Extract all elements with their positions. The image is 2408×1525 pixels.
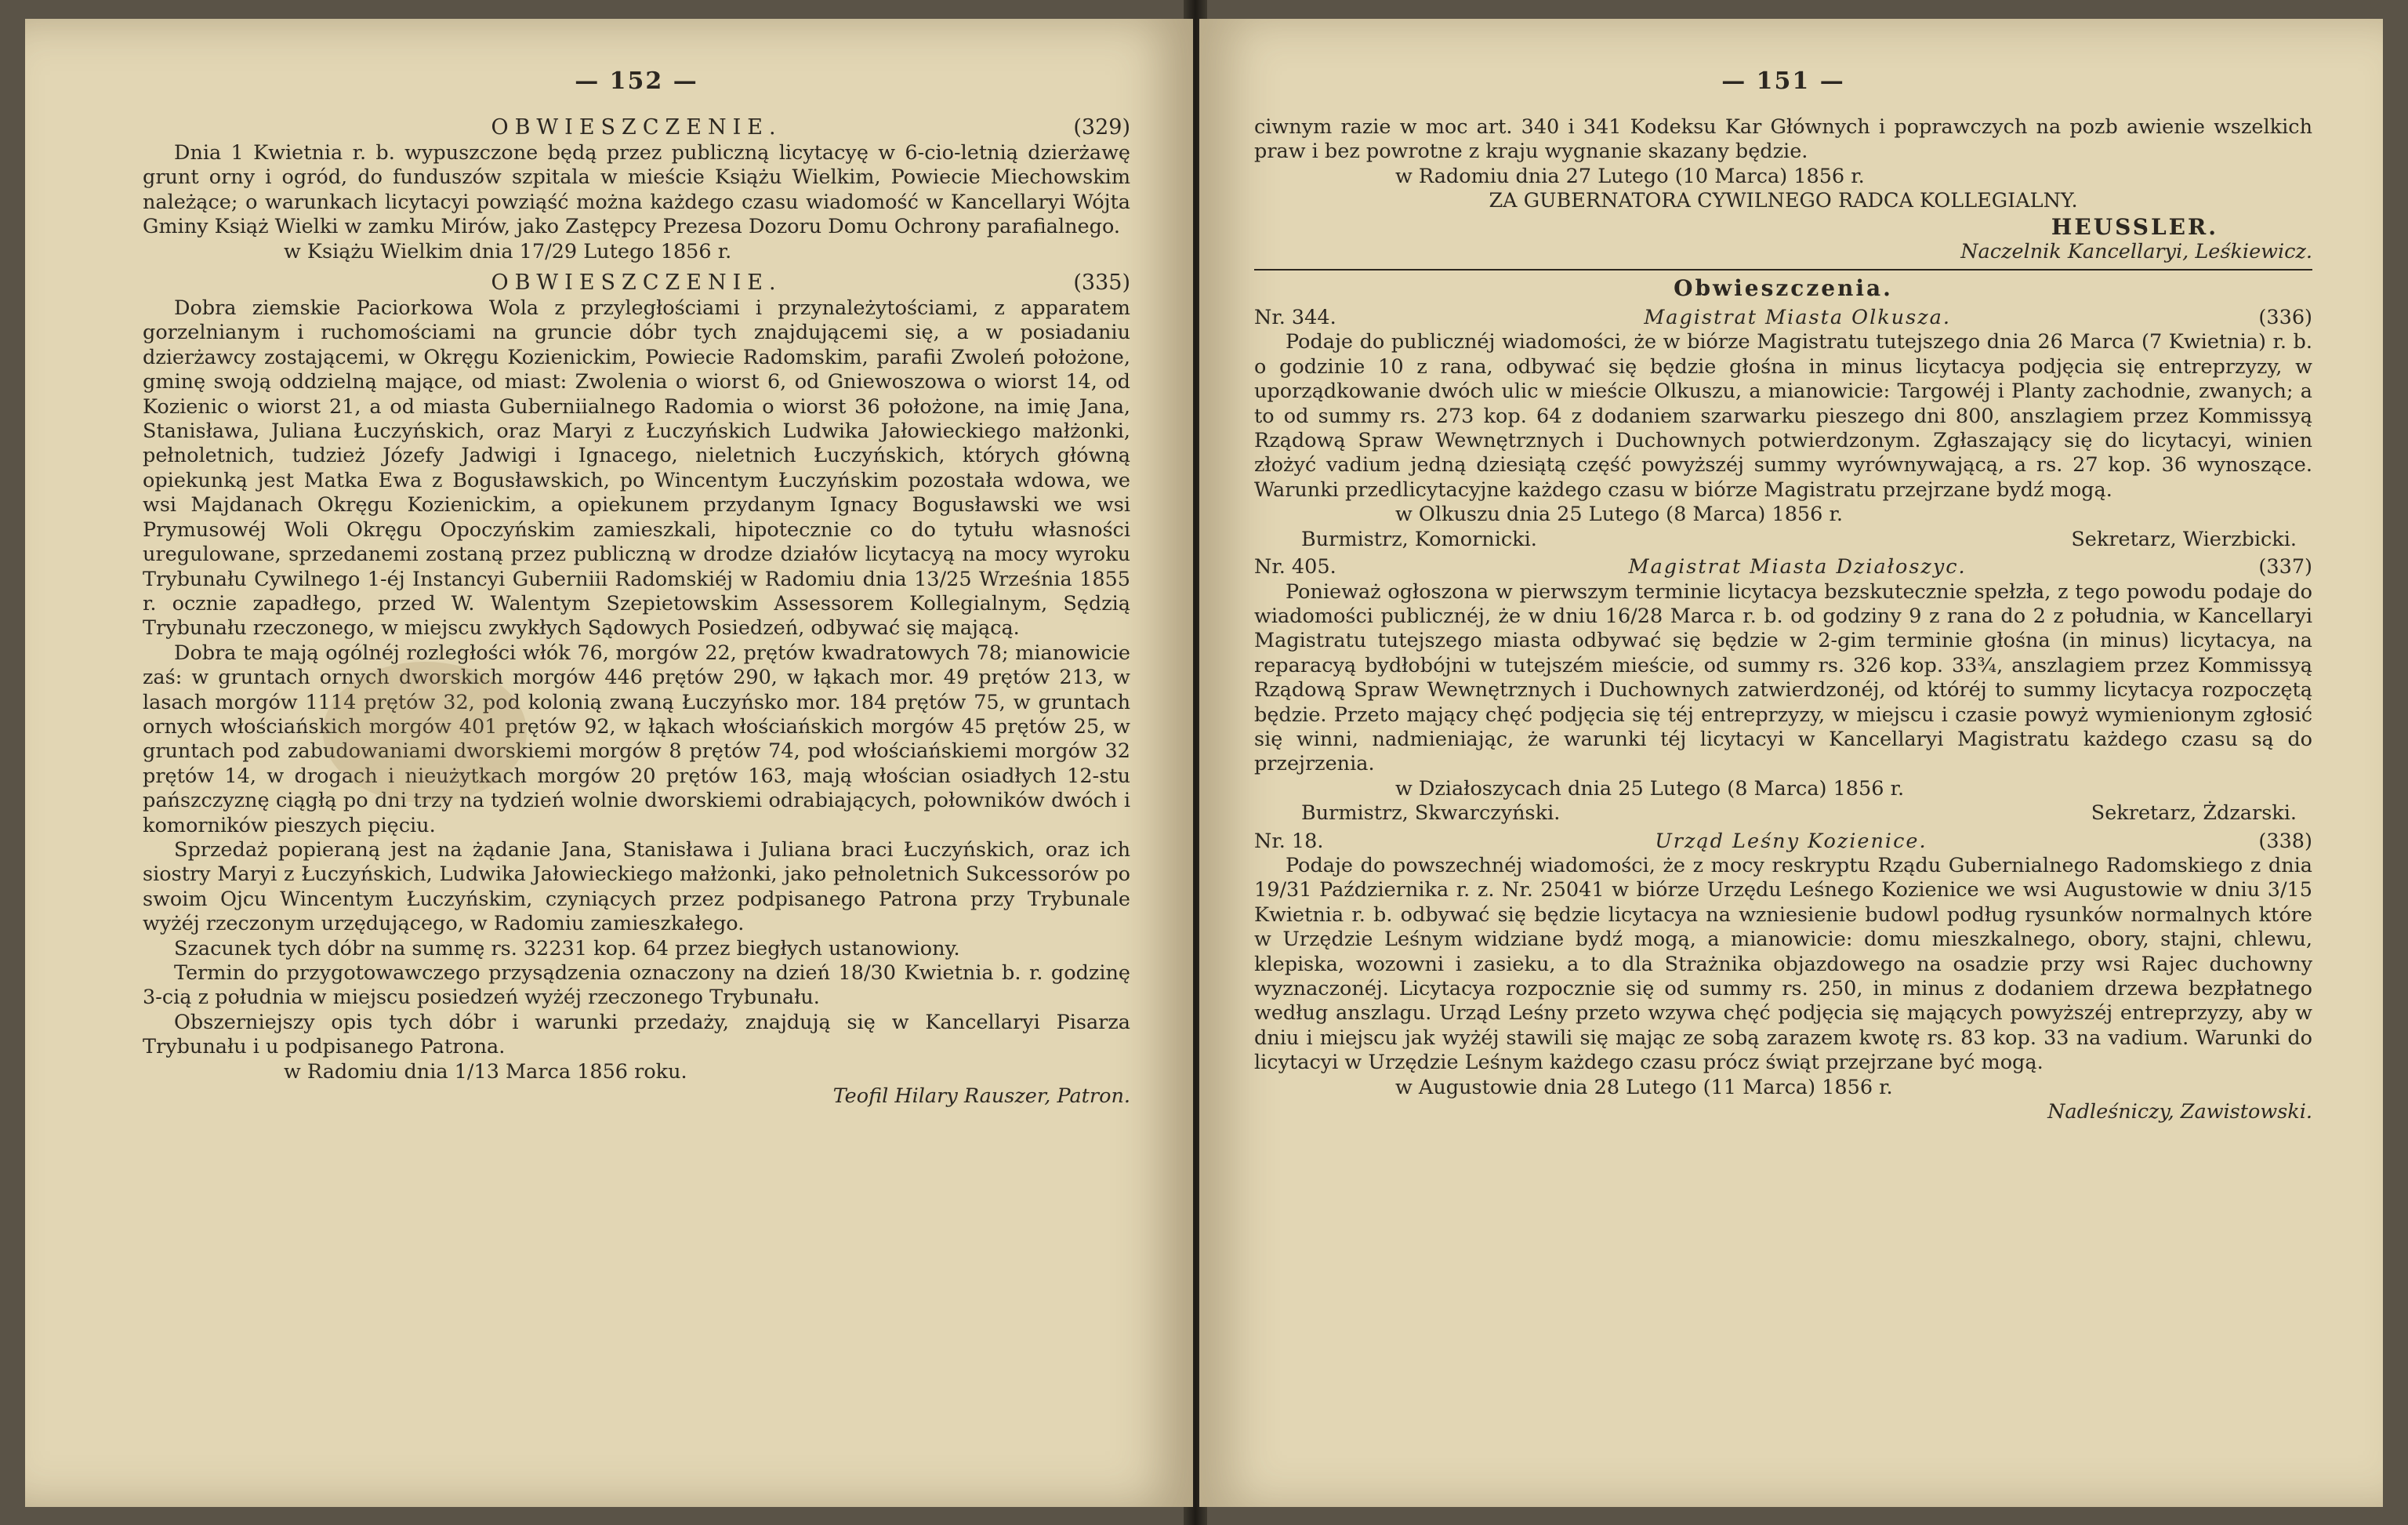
notice-paragraph: Szacunek tych dóbr na summę rs. 32231 kop. 64 przez biegłych ustanowiony. <box>174 936 960 960</box>
right-page <box>1199 19 2383 1507</box>
continuation-date: w Radomiu dnia 27 Lutego (10 Marca) 1856 r. <box>1395 164 1865 188</box>
signature-right: Sekretarz, Żdzarski. <box>2091 801 2297 826</box>
notice-number: (335) <box>1073 271 1130 296</box>
notice-paragraph: Termin do przygotowawczego przysądzenia oznaczony na dzień 18/30 Kwietnia b. r. godzinę 3-cią z południa w miejscu posiedzeń wyżéj rzeczonego Trybunału. <box>143 961 1130 1010</box>
notice-body: Ponieważ ogłoszona w pierwszym terminie licytacya bezskutecznie spełzła, z tego powodu podaje do wiadomości publicznéj, że w dniu 16/28 Marca r. b. od godziny 9 z rana do 2 z południa, w Kancellaryi Magistratu tutejszego miasta odbywać się będzie w 2-gim terminie głośna (in minus) licytacya, na reparacyą bydłobójni w tutejszém mieście, od summy rs. 326 kop. 33¾, anszlagiem przez Kommissyą Rządową Spraw Wewnętrznych i Duchownych zatwierdzonéj, od któréj to summy licytacya rozpoczętą będzie. Przeto mający chęć podjęcia się téj entreprzyzy, w miejscu i czasie powyż wymienionym zgłosić się winni, nadmieniając, że warunki téj licytacyi w Kancellaryi Magistratu każdego czasu są do przejrzenia. <box>1254 579 2312 776</box>
notice-header <box>1254 306 2312 330</box>
paper-stain <box>323 662 527 803</box>
notice-body: Podaje do publicznéj wiadomości, że w biórze Magistratu tutejszego dnia 26 Marca (7 Kwietnia) r. b. o godzinie 10 z rana, odbywać się będzie głośna in minus licytacya podjęcia się entreprzyzy, w uporządkowanie dwóch ulic w mieście Olkuszu, a mianowicie: Targowéj i Planty zachodnie, zwanych; a to od summy rs. 273 kop. 64 z dodaniem szarwarku pieszego dni 800, anszlagiem przez Kommissyą Rządową Spraw Wewnętrznych i Duchownych potwierdzonym. Zgłaszający się do licytacyi, winien złożyć vadium jedną dziesiątą część powyższéj summy wyrównywającą, a rs. 27 kop. 36 wynoszące. Warunki przedlicytacyjne każdego czasu w biórze Magistratu przejrzane bydź mogą. <box>1254 330 2312 502</box>
notice-paragraph: Obszerniejszy opis tych dóbr i warunki przedaży, znajdują się w Kancellaryi Pisarza Trybunału i u podpisanego Patrona. <box>143 1010 1130 1059</box>
signature-left: Burmistrz, Skwarczyński. <box>1301 801 1561 826</box>
notice-signature: Teofil Hilary Rauszer, Patron. <box>832 1084 1130 1109</box>
notice-office: Magistrat Miasta Działoszyc. <box>1628 555 1967 579</box>
page-number-right: — 151 — <box>1721 67 1845 95</box>
page-number-left: — 152 — <box>575 67 698 95</box>
notice-office: Urząd Leśny Kozienice. <box>1655 829 1927 853</box>
notice-date: w Książu Wielkim dnia 17/29 Lutego 1856 r. <box>284 239 732 263</box>
notice-heading <box>143 271 1130 295</box>
continuation-text: ciwnym razie w moc art. 340 i 341 Kodeksu Kar Głównych i poprawczych na pozb awienie wszelkich praw i bez powrotne z kraju wygnanie skazany będzie. <box>1254 115 2312 164</box>
notice-paragraph: Dobra te mają ogólnéj rozległości włók 76, morgów 22, prętów kwadratowych 78; mianowicie zaś: w gruntach ornych dworskich morgów 446 prętów 290, w łąkach mor. 49 prętów 213, w lasach morgów 1114 prętów 32, pod kolonią zwaną Łuczyńsko mor. 184 prętów 75, w gruntach ornych włościańskich morgów 401 prętów 92, w łąkach włościańskich morgów 45 prętów 25, w gruntach pod zabudowaniami dworskiemi morgów 8 prętów 74, pod włościańskiemi morgów 32 prętów 14, w drogach i nieużytkach morgów 20 prętów 163, mają włościan osiadłych 12-stu pańszczyznę ciągłą po dni trzy na tydzień wolnie dworskiemi odrabiających, połowników dwóch i komorników pieszych pięciu. <box>143 641 1130 837</box>
notice-nr: Nr. 405. <box>1254 555 1336 579</box>
notice-date: w Działoszycach dnia 25 Lutego (8 Marca) 1856 r. <box>1395 776 1905 801</box>
signature-right: Nadleśniczy, Zawistowski. <box>2047 1100 2312 1124</box>
section-rule <box>1254 269 2312 271</box>
notice-nr: Nr. 344. <box>1254 306 1336 330</box>
authority-name: HEUSSLER. <box>2051 213 2218 240</box>
notice-paragraph: Sprzedaż popieraną jest na żądanie Jana, Stanisława i Juliana braci Łuczyńskich, oraz ich siostry Maryi z Łuczyńskich, Ludwika Jałowieckiego małżonki, jako pełnoletnich Sukcessorów po swoim Ojcu Wincentym Łuczyńskim, czyniących przez podpisanego Patrona przy Trybunale wyżéj rzeczonym urzędującego, w Radomiu zamieszkałego. <box>143 837 1130 936</box>
notice-body: Podaje do powszechnéj wiadomości, że z mocy reskryptu Rządu Gubernialnego Radomskiego z dnia 19/31 Października r. z. Nr. 25041 w biórze Urzędu Leśnego Kozienice we wsi Augustowie w dniu 3/15 Kwietnia r. b. odbywać się będzie licytacya na wzniesienie budowl podług rysunków normalnych które w Urzędzie Leśnym widziane bydź mogą, a mianowicie: domu mieszkalnego, obory, stajni, chlewu, klepiska, wozowni i zasieku, a to dla Strażnika objazdowego na osadzie przy wsi Rajec duchowny wyznaczonéj. Licytacya rozpocznie się od summy rs. 250, in minus z dodaniem drzewa bezpłatnego według anszlagu. Urząd Leśny przeto wzywa chęć podjęcia się mających powyższéj entreprzyzy, aby w dniu i miejscu jak wyżéj stawili się mając ze sobą zarazem kwotę rs. 83 kop. 33 na vadium. Warunki do licytacyi w Urzędzie Leśnym każdego czasu prócz świąt przejrzane być mogą. <box>1254 853 2312 1075</box>
left-page <box>25 19 1193 1507</box>
section-title: Obwieszczenia. <box>1674 275 1893 302</box>
notice-number: (338) <box>2258 829 2312 853</box>
notice-date: w Radomiu dnia 1/13 Marca 1856 roku. <box>284 1059 687 1084</box>
notice-date: w Olkuszu dnia 25 Lutego (8 Marca) 1856 r. <box>1395 503 1843 527</box>
notice-signatures <box>1254 801 2312 826</box>
notice-number: (337) <box>2258 555 2312 579</box>
notice-number: (336) <box>2258 306 2312 330</box>
notice-body: Dnia 1 Kwietnia r. b. wypuszczone będą przez publiczną licytacyę w 6-cio-letnią dzierżawę grunt orny i ogród, do funduszów szpitala w mieście Książu Wielkim, Powiecie Miechowskim należące; o warunkach licytacyi powziąść można każdego czasu wiadomość w Kancellaryi Wójta Gminy Książ Wielki w zamku Mirów, jako Zastępcy Prezesa Dozoru Domu Ochrony parafialnego. <box>143 141 1130 239</box>
chancellery-line: Naczelnik Kancellaryi, Leśkiewicz. <box>1960 239 2312 263</box>
notice-header <box>1254 830 2312 854</box>
notice-office: Magistrat Miasta Olkusza. <box>1644 306 1951 330</box>
signature-left: Burmistrz, Komornicki. <box>1301 527 1537 551</box>
notice-title: OBWIESZCZENIE. <box>491 115 782 140</box>
signature-right: Sekretarz, Wierzbicki. <box>2071 527 2297 551</box>
notice-signatures <box>1254 528 2312 552</box>
notice-nr: Nr. 18. <box>1254 829 1324 853</box>
notice-paragraph: Dobra ziemskie Paciorkowa Wola z przyległościami i przynależytościami, z apparatem gorzelnianym i ruchomościami na gruncie dóbr tych znajdującemi się, a w posiadaniu dzierżawcy zostającemi, w Okręgu Kozienickim, Powiecie Radomskim, parafii Zwoleń położone, gminę swoją oddzielną mające, od miast: Zwolenia o wiorst 6, od Gniewoszowa o wiorst 14, od Kozienic o wiorst 21, a od miasta Guberniialnego Radomia o wiorst 36 położone, na imię Jana, Stanisława, Juliana Łuczyńskich, oraz Maryi z Łuczyńskich Ludwika Jałowieckiego małżonki, pełnoletnich, tudzież Józefy Jadwigi i Ignacego, nieletnich Łuczyńskich, których główną opiekunką jest Matka Ewa z Bogusławskich, po Wincentym Łuczyńskim pozostała wdowa, we wsi Majdanach Okręgu Kozienickim, a opiekunem przydanym Ignacy Bogusławski we wsi Prymusowéj Woli Okręgu Opoczyńskim zamieszkali, hipotecznie co do tytułu własności uregulowane, sprzedanemi zostaną przez publiczną w drodze działów licytacyą na mocy wyroku Trybunału Cywilnego 1-éj Instancyi Guberniii Radomskiéj w Radomiu dnia 13/25 Września 1855 r. ocznie zapadłego, przed W. Walentym Szepietowskim Assessorem Kollegialnym, Sędzią Trybunału rzeczonego, w miejscu zwykłych Sądowych Posiedzeń, odbywać się mającą. <box>143 296 1130 641</box>
notice-heading <box>143 115 1130 140</box>
authority-line: ZA GUBERNATORA CYWILNEGO RADCA KOLLEGIALNY. <box>1489 189 2078 213</box>
notice-title: OBWIESZCZENIE. <box>491 271 782 296</box>
notice-header <box>1254 555 2312 579</box>
notice-number: (329) <box>1073 115 1130 140</box>
notice-date: w Augustowie dnia 28 Lutego (11 Marca) 1856 r. <box>1395 1075 1893 1099</box>
